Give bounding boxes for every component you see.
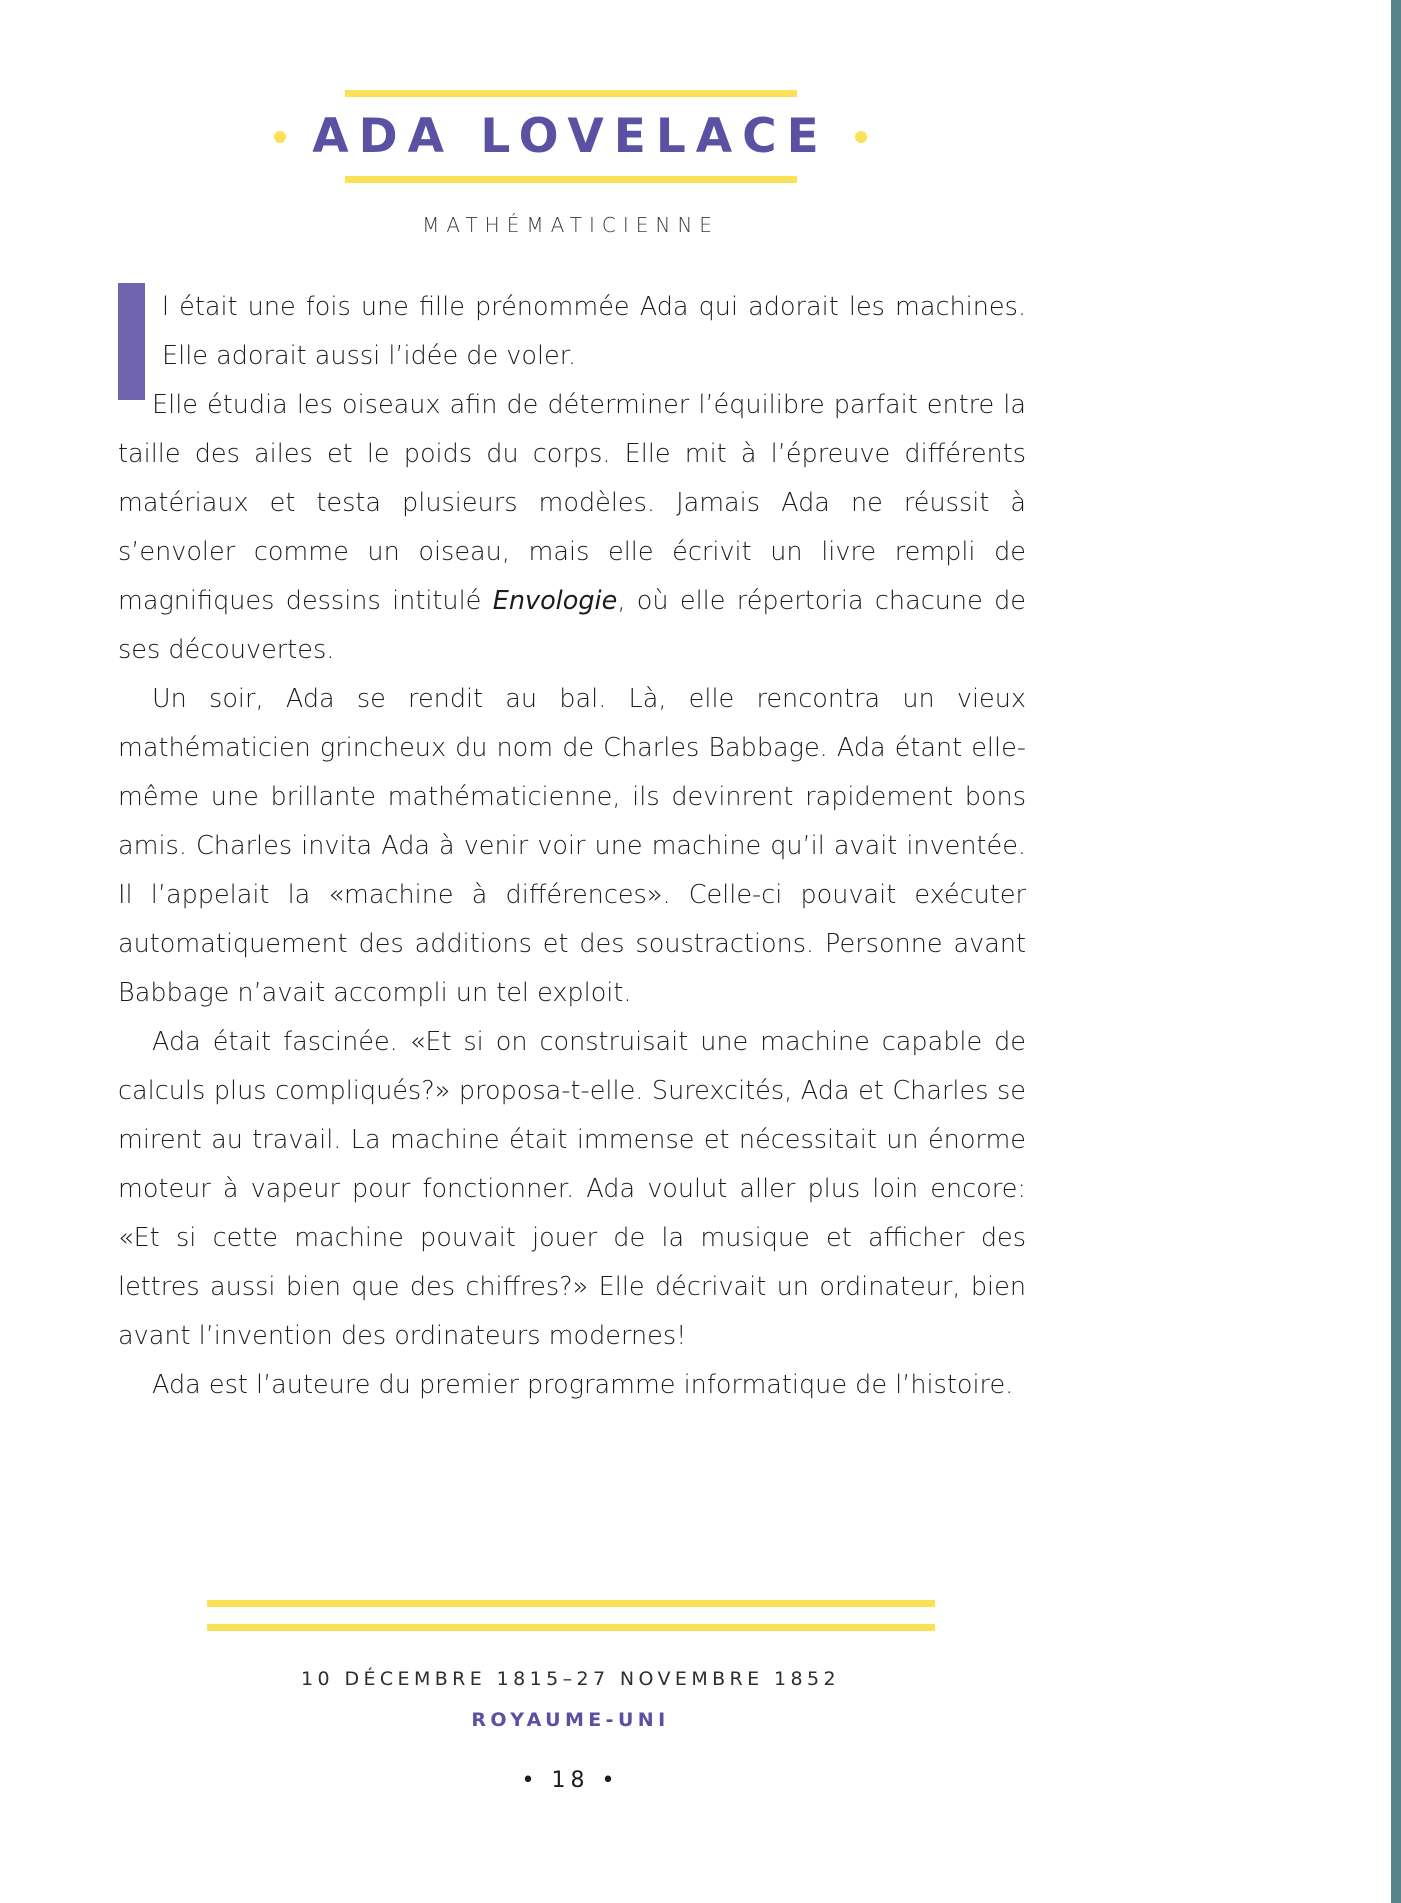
page-subtitle: MATHÉMATICIENNE [422, 213, 719, 237]
paragraph-3: Un soir, Ada se rendit au bal. Là, elle rencontra un vieux mathématicien grincheux du nom de Charles Babbage. Ada étant elle-même une brillante mathématicienne, ils devinrent rapidement bons amis. Charles invita Ada à venir voir une machine qu’il avait inventée. Il l’appelait la «machine à différences». Celle-ci pouvait exécuter automatiquement des additions et des soustractions. Personne avant Babbage n’avait accompli un tel exploit. [118, 684, 1026, 1008]
title-block [266, 90, 875, 183]
footer-rules [207, 1600, 935, 1631]
paragraph-2-post: , où elle répertoria chacune de ses découvertes. [118, 586, 1026, 665]
page-footer [0, 1600, 1141, 1731]
article-body [118, 283, 1026, 1410]
paragraph-1: l était une fois une fille prénommée Ada qui adorait les machines. Elle adorait aussi l’idée de voler. [162, 292, 1026, 371]
footer-rule-top [207, 1600, 935, 1607]
bullet-dot-right-icon [855, 131, 867, 143]
paragraph-4: Ada était fascinée. «Et si on construisait une machine capable de calculs plus compliqués?» proposa-t-elle. Surexcités, Ada et Charles se mirent au travail. La machine était immense et nécessitait un énorme moteur à vapeur pour fonctionner. Ada voulut aller plus loin encore: «Et si cette machine pouvait jouer de la musique et afficher des lettres aussi bien que des chiffres?» Elle décrivait un ordinateur, bien avant l’invention des ordinateurs modernes! [118, 1027, 1026, 1351]
title-rule-top [345, 90, 797, 97]
right-edge-strip [1391, 0, 1401, 1903]
paragraph-2-pre: Elle étudia les oiseaux afin de déterminer l’équilibre parfait entre la taille des ailes et le poids du corps. Elle mit à l’épreuve différents matériaux et testa plusieurs modèles. Jamais Ada ne réussit à s’envoler comme un oiseau, mais elle écrivit un livre rempli de magnifiques dessins intitulé [118, 390, 1026, 616]
life-dates: 10 DÉCEMBRE 1815–27 NOVEMBRE 1852 [301, 1668, 840, 1690]
dropcap-bar [118, 283, 145, 400]
page-title: ADA LOVELACE [312, 109, 829, 164]
paragraph-5: Ada est l’auteure du premier programme informatique de l’histoire. [152, 1370, 1014, 1400]
bullet-dot-left-icon [274, 131, 286, 143]
footer-rule-bottom [207, 1624, 935, 1631]
book-title-envologie: Envologie [492, 586, 618, 616]
country-label: ROYAUME-UNI [471, 1709, 670, 1731]
page-number: • 18 • [521, 1768, 620, 1793]
paragraph-2 [118, 381, 1026, 675]
page-header [0, 90, 1141, 237]
title-rule-bottom [345, 176, 797, 183]
